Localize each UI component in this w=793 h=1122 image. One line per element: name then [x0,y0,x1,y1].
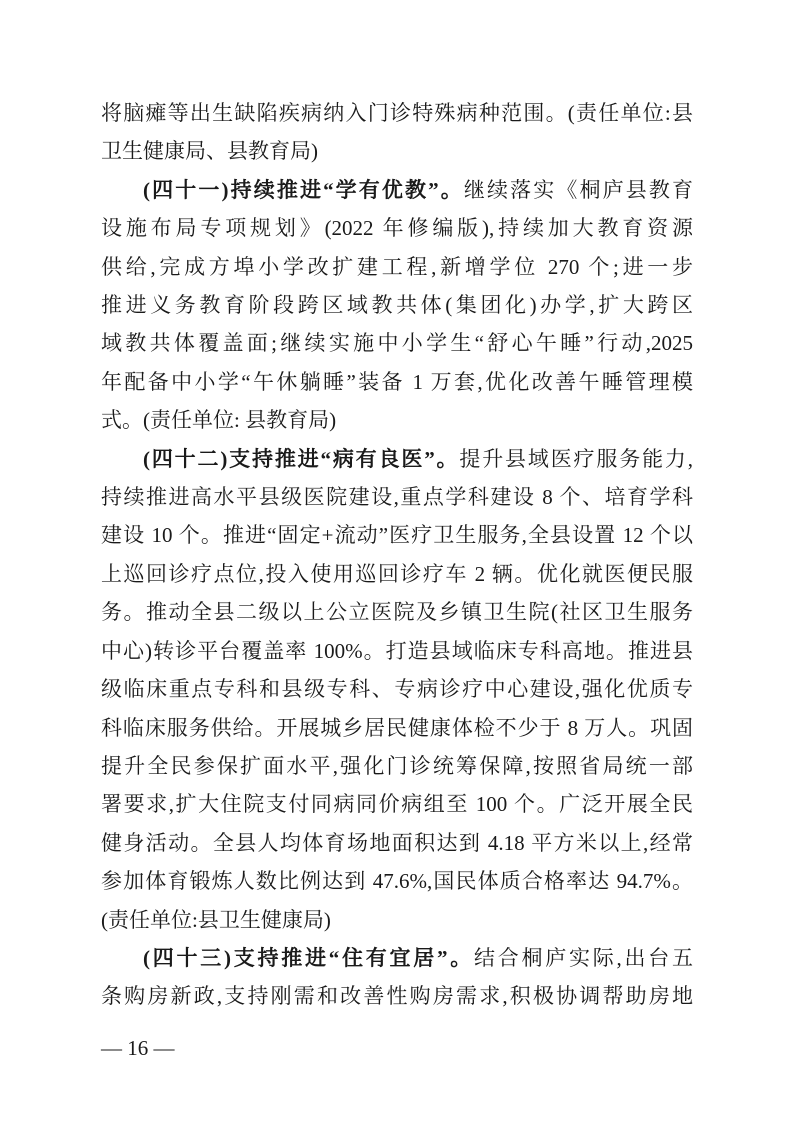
page-number: — 16 — [101,1036,175,1060]
text-line [101,132,693,170]
text-run: 将脑瘫等出生缺陷疾病纳入门诊特殊病种范围。(责任单位:县 [101,101,693,125]
text-line [101,632,693,670]
text-line [101,516,693,554]
text-line [101,94,693,132]
page-footer [101,1036,175,1060]
text-run: 提升县域医疗服务能力, [459,446,693,471]
text-run: (责任单位:县卫生健康局) [101,907,331,932]
text-run: 持续推进高水平县级医院建设,重点学科建设 8 个、培育学科 [101,485,693,510]
text-run: 中心)转诊平台覆盖率 100%。打造县域临床专科高地。推进县 [101,638,693,663]
heading-run: (四十三)支持推进“住有宜居”。 [143,945,474,970]
text-run: 设施布局专项规划》(2022 年修编版),持续加大教育资源 [101,216,693,241]
text-line [101,670,693,708]
text-run: 域教共体覆盖面;继续实施中小学生“舒心午睡”行动,2025 [101,331,693,356]
text-line [101,785,693,823]
text-run: 参加体育锻炼人数比例达到 47.6%,国民体质合格率达 94.7%。 [101,869,693,894]
text-line [101,901,693,939]
text-line [101,171,693,209]
text-run: 科临床服务供给。开展城乡居民健康体检不少于 8 万人。巩固 [101,715,693,740]
text-run: 推进义务教育阶段跨区域教共体(集团化)办学,扩大跨区 [101,293,693,318]
text-line [101,248,693,286]
text-run: 建设 10 个。推进“固定+流动”医疗卫生服务,全县设置 12 个以 [101,523,693,548]
text-line [101,401,693,439]
text-line [101,209,693,247]
text-run: 健身活动。全县人均体育场地面积达到 4.18 平方米以上,经常 [101,830,693,855]
text-run: 务。推动全县二级以上公立医院及乡镇卫生院(社区卫生服务 [101,600,693,625]
text-line [101,709,693,747]
text-run: 卫生健康局、县教育局) [101,139,318,164]
text-line [101,939,693,977]
text-line [101,363,693,401]
heading-run: (四十一)持续推进“学有优教”。 [143,177,464,202]
text-line [101,977,693,1015]
text-run: 上巡回诊疗点位,投入使用巡回诊疗车 2 辆。优化就医便民服 [101,561,693,586]
text-line [101,286,693,324]
text-line [101,478,693,516]
text-line [101,555,693,593]
text-run: 供给,完成方埠小学改扩建工程,新增学位 270 个;进一步 [101,254,693,279]
text-line [101,824,693,862]
text-run: 署要求,扩大住院支付同病同价病组至 100 个。广泛开展全民 [101,792,693,817]
text-line [101,862,693,900]
text-line [101,593,693,631]
text-line [101,324,693,362]
text-line [101,747,693,785]
text-run: 条购房新政,支持刚需和改善性购房需求,积极协调帮助房地 [101,984,693,1009]
text-block [101,94,693,1016]
text-run: 结合桐庐实际,出台五 [474,945,693,970]
heading-run: (四十二)支持推进“病有良医”。 [143,446,460,471]
text-run: 式。(责任单位: 县教育局) [101,408,337,433]
text-run: 继续落实《桐庐县教育 [463,177,693,202]
text-run: 提升全民参保扩面水平,强化门诊统筹保障,按照省局统一部 [101,753,693,778]
text-run: 年配备中小学“午休躺睡”装备 1 万套,优化改善午睡管理模 [101,369,693,394]
text-line [101,440,693,478]
text-run: 级临床重点专科和县级专科、专病诊疗中心建设,强化优质专 [101,677,693,702]
